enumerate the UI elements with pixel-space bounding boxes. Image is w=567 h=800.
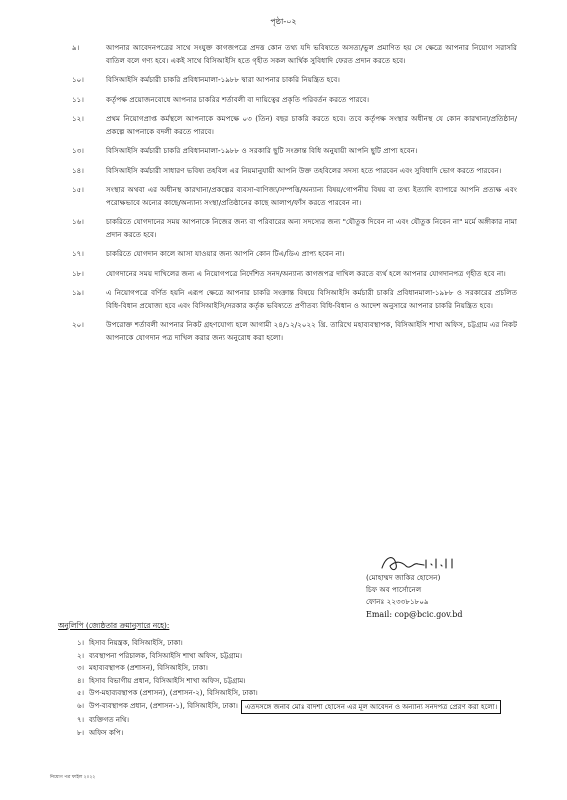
clause-number: ১২। <box>72 114 84 123</box>
copy-section-title: অনুলিপি (জ্যেষ্ঠতার ক্রমানুসারে নহে): <box>58 621 170 630</box>
copy-item <box>60 700 530 715</box>
clause-item <box>72 268 517 281</box>
clause-item <box>72 145 517 158</box>
signatory-email: Email: cop@bcic.gov.bd <box>366 610 463 619</box>
copy-item <box>60 650 530 663</box>
clause-number: ১০। <box>72 75 84 84</box>
copy-text: ব্যবস্থাপনা পরিচালক, বিসিআইসি শাখা অফিস, চট্টগ্রাম। <box>89 651 242 660</box>
clause-number: ১১। <box>72 94 84 104</box>
clause-item <box>72 94 517 107</box>
signature-icon <box>376 550 466 576</box>
clause-number: ১৪। <box>72 165 84 175</box>
clause-item <box>72 287 517 312</box>
copy-item <box>60 662 530 675</box>
clause-item <box>72 42 517 67</box>
clause-number: ১৯। <box>72 288 84 297</box>
clause-text: কর্তৃপক্ষ প্রয়োজনবোধে আপনার চাকরির শর্তাবলী বা দায়িত্বের প্রকৃতি পরিবর্তন করতে পারবে। <box>106 94 370 104</box>
clause-number: ২০। <box>72 320 84 329</box>
clause-item <box>72 113 517 138</box>
copy-boxed-note: এতদসঙ্গে জনাব মোঃ বাদশা হোসেন এর মূল আবেদন ও অন্যান্য সনদপত্র প্রেরণ করা হলো। <box>241 700 501 715</box>
copy-number: ১। <box>76 639 84 647</box>
copy-text: হিসাব নিয়ন্ত্রক, বিসিআইসি, ঢাকা। <box>89 639 183 647</box>
clause-text: যোগদানের সময় দাখিলের জন্য এ নিয়োগপত্রে নির্দেশিত সনদ/অন্যান্য কাগজপত্র দাখিল করতে ব্যর্থ হলে আপনার যোগদানপত্র গৃহীত হবে না। <box>106 268 506 278</box>
clause-number: ১৫। <box>72 185 84 194</box>
terms-list <box>72 42 517 351</box>
copy-text: হিসাব বিভাগীয় প্রধান, বিসিআইসি শাখা অফিস, চট্টগ্রাম। <box>89 676 246 685</box>
copy-text: ব্যক্তিগত নথি। <box>89 716 130 724</box>
clause-number: ১৩। <box>72 146 84 155</box>
clause-text: চাকরিতে যোগদান কালে আসা যাওয়ার জন্য আপনি কোন টিএ/ডিএ প্রাপ্য হবেন না। <box>106 249 345 258</box>
copy-item <box>60 687 530 700</box>
copy-text: উপ-ব্যবস্থাপক প্রধান, (প্রশাসন-১), বিসিআইসি, ঢাকা। <box>89 701 238 710</box>
clause-number: ১৮। <box>72 268 84 278</box>
clause-text: সংস্থার অথবা এর অধীনস্থ কারখানা/প্রকল্পের ব্যবসা-বাণিজ্য/সম্পত্তি/অন্যান্য বিষয়/গোপনীয় বিষয় বা তথ্য ইত্যাদি ব্যাপারে আপনি প্রত্যক্ষ এবং পরোক্ষভাবে অন্যের কাছে/অন্যান্য সংস্থা/প্রতিষ্ঠানের কাছে আলাপ/ফাঁস করতে পারবেন না। <box>106 185 517 207</box>
clause-text: উপরোক্ত শর্তাবলী আপনার নিকট গ্রহণযোগ্য হলে আগামী ২৪/১২/২০২২ খ্রি. তারিখে মহাব্যবস্থাপক, বিসিআইসি শাখা অফিস, চট্টগ্রাম এর নিকট আপনাকে যোগদান পত্র দাখিল করার জন্য অনুরোধ করা হলো। <box>106 320 517 342</box>
clause-item <box>72 216 517 241</box>
copy-number: ৫। <box>76 689 84 697</box>
copy-number: ৩। <box>76 664 84 672</box>
clause-number: ১৭। <box>72 249 84 258</box>
footer-text: নিয়োগ পত্র ফাইল ২০২২ <box>50 775 96 780</box>
clause-number: ৯। <box>72 43 80 52</box>
signatory-phone: ফোনঃ ২২৩৩৮১৮০৯ <box>366 597 429 606</box>
clause-text: বিসিআইসি কর্মচারী চাকরি প্রবিধানমালা-১৯৮৮ দ্বারা আপনার চাকরি নিয়ন্ত্রিত হবে। <box>106 75 340 84</box>
clause-item <box>72 165 517 178</box>
copy-number: ৮। <box>76 728 84 737</box>
page-number: পৃষ্ঠা-০২ <box>270 17 297 26</box>
copy-number: ৪। <box>76 676 84 685</box>
signatory-name: (মোহাম্মদ জাকির হোসেন) <box>366 573 441 582</box>
copy-list <box>60 637 530 739</box>
clause-text: প্রথম নিয়োগপ্রাপ্ত কর্মস্থলে আপনাকে কমপক্ষে ০৩ (তিন) বছর চাকরি করতে হবে। তবে কর্তৃপক্ষ সংস্থার অধীনস্থ যে কোন কারখানা/প্রতিষ্ঠান/প্রকল্পে আপনাকে বদলী করতে পারবে। <box>106 114 517 136</box>
clause-text: চাকরিতে যোগদানের সময় আপনাকে নিজের জন্য বা পরিবারের অন্য সদস্যের জন্য "যৌতুক দিবেন না এবং যৌতুক নিবেন না" মর্মে অঙ্গীকার নামা প্রদান করতে হবে। <box>106 217 517 239</box>
copy-number: ৬। <box>76 701 84 710</box>
copy-text: অফিস কপি। <box>89 728 124 737</box>
clause-text: এ নিয়োগপত্রে বর্ণিত হয়নি এরূপ ক্ষেত্রে আপনার চাকরি সংক্রান্ত বিষয়ে বিসিআইসি কর্মচারী চাকরি প্রবিধানমালা-১৯৮৮ ও সরকারের প্রচলিত বিধি-বিধান প্রযোজ্য হবে এবং বিসিআইসি/সরকার কর্তৃক ভবিষ্যতে প্রণীতব্য বিধি-বিধান ও আদেশ অনুসারে আপনার চাকরি নিয়ন্ত্রিত হবে। <box>106 288 517 310</box>
copy-number: ৭। <box>76 716 84 724</box>
clause-item <box>72 74 517 87</box>
copy-text: উপ-মহাব্যবস্থাপক (প্রশাসন), (প্রশাসন-২), বিসিআইসি, ঢাকা। <box>89 689 258 697</box>
copy-item <box>60 637 530 650</box>
copy-item <box>60 727 530 740</box>
signature-block <box>356 572 526 621</box>
clause-item <box>72 184 517 209</box>
clause-item <box>72 248 517 261</box>
clause-text: বিসিআইসি কর্মচারী সাধারণ ভবিষ্য তহবিল এর নিয়মানুযায়ী আপনি উক্ত তহবিলের সদস্য হতে পারবেন এবং সুবিধাদি ভোগ করতে পারবেন। <box>106 165 502 175</box>
signatory-title: চিফ অব পার্সোনেল <box>366 585 422 594</box>
clause-text: আপনার আবেদনপত্রের সাথে সংযুক্ত কাগজপত্রে প্রদত্ত কোন তথ্য যদি ভবিষ্যতে অসত্য/ভুল প্রমাণিত হয় সে ক্ষেত্রে আপনার নিয়োগ সরাসরি বাতিল বলে গণ্য হবে। একই সাথে বিসিআইসি হতে গৃহীত সকল আর্থিক সুবিধাদি ফেরত প্রদান করতে হবে। <box>106 43 517 65</box>
copy-item <box>60 714 530 727</box>
copy-text: মহাব্যবস্থাপক (প্রশাসন), বিসিআইসি, ঢাকা। <box>89 664 208 672</box>
copy-number: ২। <box>76 651 84 660</box>
clause-item <box>72 319 517 344</box>
clause-text: বিসিআইসি কর্মচারী চাকরি প্রবিধানমালা-১৯৮৮ ও সরকারি ছুটি সংক্রান্ত বিধি অনুযায়ী আপনি ছুটি প্রাপ্য হবেন। <box>106 146 418 155</box>
copy-item <box>60 675 530 688</box>
clause-number: ১৬। <box>72 217 84 226</box>
